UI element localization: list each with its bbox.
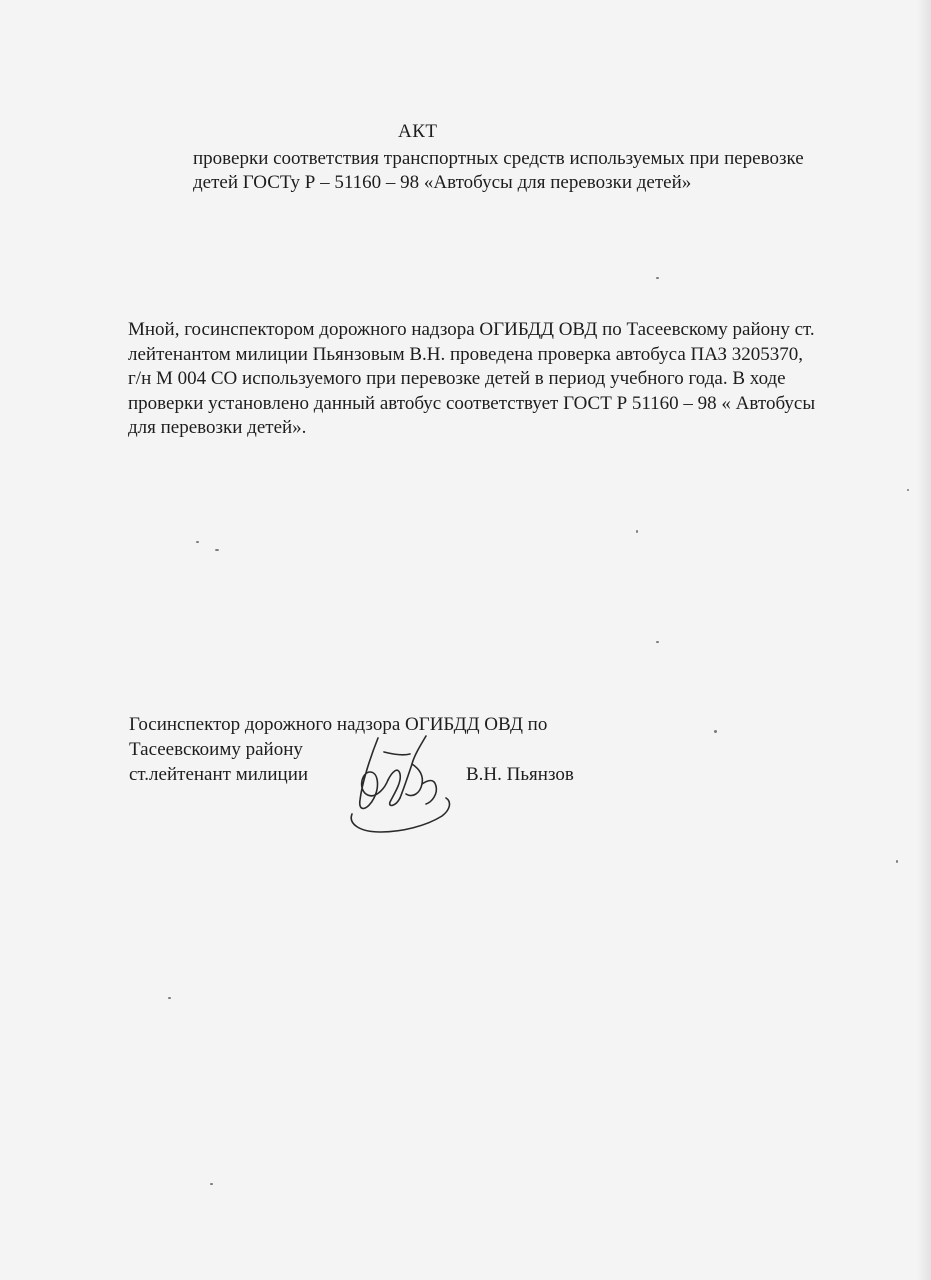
document-title: АКТ [398, 121, 438, 142]
scan-speck [210, 1183, 213, 1185]
signer-name: В.Н. Пьянзов [466, 764, 574, 785]
scan-speck [714, 730, 717, 733]
document-subtitle: проверки соответствия транспортных средств используемых при перевозке детей ГОСТу Р – 51160 – 98 «Автобусы для перевозки детей» [193, 148, 804, 193]
document-body: Мной, госинспектором дорожного надзора ОГИБДД ОВД по Тасеевскому району ст. лейтенантом милиции Пьянзовым В.Н. проведена проверка автобуса ПАЗ 3205370, г/н М 004 СО используемого при перевозке детей в период учебного года. В ходе проверки установлено данный автобус соответствует ГОСТ Р 51160 – 98 « Автобусы для перевозки детей». [128, 319, 816, 438]
page-edge-shadow [917, 0, 931, 1280]
scan-speck [168, 997, 171, 999]
signer-rank: ст.лейтенант милиции [129, 764, 309, 785]
scan-speck [907, 489, 909, 491]
scan-speck [196, 541, 199, 543]
scan-speck [636, 530, 638, 533]
scan-speck [215, 549, 219, 551]
scan-speck [656, 641, 659, 643]
handwritten-signature [340, 728, 460, 838]
scan-speck [896, 860, 898, 863]
scan-speck [656, 277, 659, 279]
signer-position-line-1: Госинспектор дорожного надзора ОГИБДД ОВД по [129, 714, 548, 735]
signer-position-line-2: Тасеевскоиму району [129, 739, 303, 760]
